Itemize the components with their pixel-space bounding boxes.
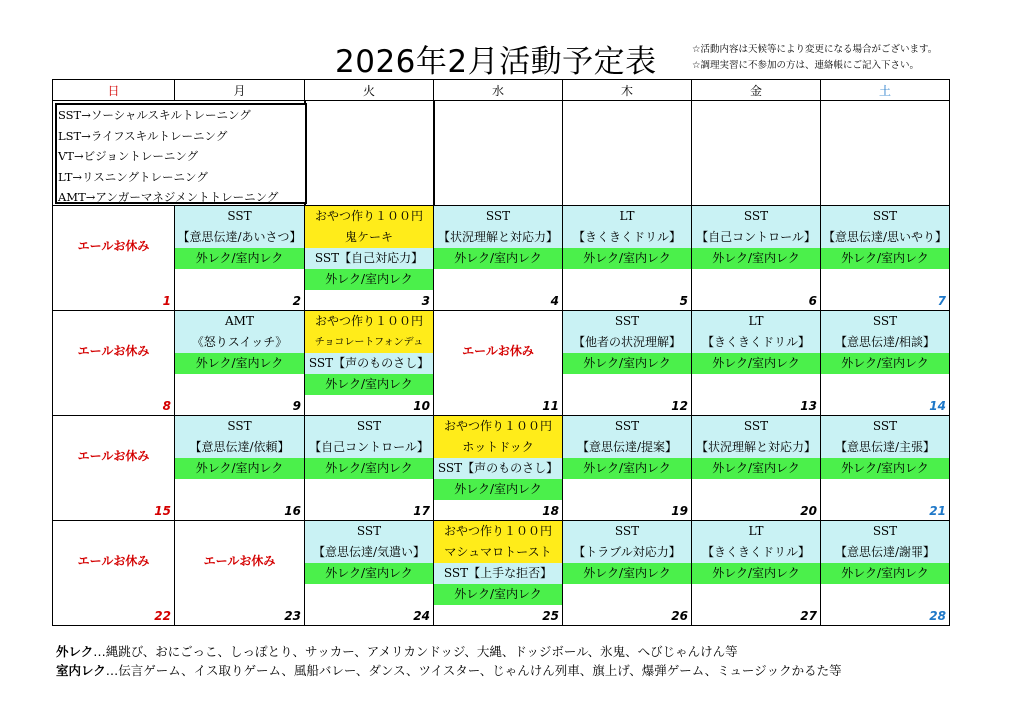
- recreation-label: 外レク/室内レク: [305, 374, 433, 395]
- day-number: 2: [292, 294, 301, 308]
- snack-activity-label: おやつ作り１００円: [434, 521, 562, 542]
- day-number: 23: [284, 609, 301, 623]
- legend-item: AMT→アンガーマネジメントトレーニング: [58, 190, 279, 204]
- legend-cell: [53, 101, 305, 206]
- day-number: 16: [284, 504, 301, 518]
- day-cell: [305, 416, 434, 521]
- activity-label: SST【声のものさし】: [434, 458, 562, 479]
- abbreviation-legend: [55, 103, 307, 204]
- activity-label: SST: [434, 206, 562, 227]
- day-number: 22: [154, 609, 171, 623]
- day-number: 4: [550, 294, 559, 308]
- activity-label: 【意思伝達/主張】: [821, 437, 949, 458]
- day-cell: [175, 416, 305, 521]
- day-number: 1: [162, 294, 171, 308]
- day-cell: [53, 311, 175, 416]
- snack-activity-label: ホットドック: [434, 437, 562, 458]
- day-number: 26: [671, 609, 688, 623]
- weekday-tue: 火: [305, 80, 434, 101]
- closed-day-label: エールお休み: [77, 554, 150, 568]
- activity-label: 【意思伝達/相談】: [821, 332, 949, 353]
- day-cell: [434, 311, 563, 416]
- recreation-label: 外レク/室内レク: [434, 584, 562, 605]
- closed-day-label: エールお休み: [462, 344, 534, 358]
- activity-label: 【きくきくドリル】: [563, 227, 691, 248]
- footer: [56, 642, 842, 680]
- day-cell: [563, 521, 692, 626]
- weekday-fri: 金: [692, 80, 821, 101]
- footer-indoor-label: 室内レク: [56, 663, 106, 678]
- footer-outdoor: [56, 642, 842, 661]
- activity-label: SST: [821, 206, 949, 227]
- activity-label: 【意思伝達/依頼】: [175, 437, 304, 458]
- recreation-label: 外レク/室内レク: [175, 353, 304, 374]
- snack-activity-label: おやつ作り１００円: [434, 416, 562, 437]
- activity-label: 【意思伝達/気遣い】: [305, 542, 433, 563]
- recreation-label: 外レク/室内レク: [692, 248, 820, 269]
- recreation-label: 外レク/室内レク: [821, 458, 949, 479]
- day-cell: [692, 206, 821, 311]
- day-number: 14: [929, 399, 946, 413]
- day-cell: [53, 521, 175, 626]
- legend-row: [53, 101, 950, 206]
- activity-label: SST: [821, 416, 949, 437]
- day-number: 11: [542, 399, 559, 413]
- activity-label: LT: [563, 206, 691, 227]
- recreation-label: 外レク/室内レク: [563, 353, 691, 374]
- day-number: 15: [154, 504, 171, 518]
- week-row: [53, 311, 950, 416]
- activity-label: SST: [305, 521, 433, 542]
- day-cell: [175, 206, 305, 311]
- day-number: 27: [800, 609, 817, 623]
- activity-label: 【自己コントロール】: [692, 227, 820, 248]
- snack-activity-label: 鬼ケーキ: [305, 227, 433, 248]
- legend-item: LT→リスニングトレーニング: [58, 169, 208, 184]
- day-cell: [692, 416, 821, 521]
- day-number: 18: [542, 504, 559, 518]
- recreation-label: 外レク/室内レク: [692, 458, 820, 479]
- activity-label: 【きくきくドリル】: [692, 332, 820, 353]
- day-cell: [563, 311, 692, 416]
- day-cell: [434, 521, 563, 626]
- activity-label: SST【声のものさし】: [305, 353, 433, 374]
- recreation-label: 外レク/室内レク: [305, 563, 433, 584]
- day-number: 13: [800, 399, 817, 413]
- activity-label: SST: [563, 416, 691, 437]
- recreation-label: 外レク/室内レク: [821, 353, 949, 374]
- calendar-table: [52, 79, 950, 626]
- legend-item: SST→ソーシャルスキルトレーニング: [58, 108, 251, 122]
- activity-label: LT: [692, 311, 820, 332]
- notes: [692, 42, 937, 74]
- snack-activity-label: おやつ作り１００円: [305, 311, 433, 332]
- day-cell: [305, 311, 434, 416]
- day-cell: [175, 311, 305, 416]
- footer-indoor: [56, 661, 842, 680]
- weekday-mon: 月: [175, 80, 305, 101]
- day-cell: [53, 416, 175, 521]
- activity-label: AMT: [175, 311, 304, 332]
- day-cell: [821, 416, 950, 521]
- day-number: 9: [292, 399, 301, 413]
- snack-activity-label: おやつ作り１００円: [305, 206, 433, 227]
- empty-cell: [563, 101, 692, 206]
- weekday-thu: 木: [563, 80, 692, 101]
- activity-label: SST: [175, 206, 304, 227]
- footer-indoor-text: …伝言ゲーム、イス取りゲーム、風船バレー、ダンス、ツイスター、じゃんけん列車、旗上げ、爆弾ゲーム、ミュージックかるた等: [105, 663, 842, 678]
- weekday-header-row: [53, 80, 950, 101]
- activity-label: LT: [692, 521, 820, 542]
- footer-outdoor-text: …縄跳び、おにごっこ、しっぽとり、サッカー、アメリカンドッジ、大縄、ドッジボール、氷鬼、へびじゃんけん等: [93, 644, 738, 659]
- activity-label: 《怒りスイッチ》: [175, 332, 304, 353]
- week-row: [53, 206, 950, 311]
- recreation-label: 外レク/室内レク: [563, 248, 691, 269]
- day-cell: [821, 206, 950, 311]
- recreation-label: 外レク/室内レク: [821, 248, 949, 269]
- legend-item: VT→ビジョントレーニング: [58, 149, 199, 163]
- day-number: 19: [671, 504, 688, 518]
- recreation-label: 外レク/室内レク: [692, 353, 820, 374]
- day-cell: [175, 521, 305, 626]
- note-weather: ☆活動内容は天候等により変更になる場合がございます。: [692, 44, 938, 55]
- activity-label: SST: [821, 521, 949, 542]
- activity-label: SST【上手な拒否】: [434, 563, 562, 584]
- empty-cell: [305, 101, 434, 206]
- closed-day-label: エールお休み: [203, 554, 276, 568]
- closed-day-label: エールお休み: [77, 344, 150, 358]
- recreation-label: 外レク/室内レク: [563, 458, 691, 479]
- activity-label: SST: [563, 521, 691, 542]
- snack-activity-label: マシュマロトースト: [434, 542, 562, 563]
- activity-label: 【意思伝達/あいさつ】: [175, 227, 304, 248]
- activity-label: SST: [305, 416, 433, 437]
- week-row: [53, 416, 950, 521]
- weekday-wed: 水: [434, 80, 563, 101]
- day-number: 17: [413, 504, 430, 518]
- day-number: 12: [671, 399, 688, 413]
- note-cooking: ☆調理実習に不参加の方は、連絡帳にご記入下さい。: [692, 60, 920, 71]
- day-number: 7: [937, 294, 946, 308]
- recreation-label: 外レク/室内レク: [434, 479, 562, 500]
- recreation-label: 外レク/室内レク: [434, 248, 562, 269]
- empty-cell: [692, 101, 821, 206]
- activity-label: 【トラブル対応力】: [563, 542, 691, 563]
- day-number: 25: [542, 609, 559, 623]
- activity-label: 【きくきくドリル】: [692, 542, 820, 563]
- recreation-label: 外レク/室内レク: [305, 458, 433, 479]
- recreation-label: 外レク/室内レク: [563, 563, 691, 584]
- weekday-sun: 日: [53, 80, 175, 101]
- activity-label: SST: [821, 311, 949, 332]
- day-number: 28: [929, 609, 946, 623]
- day-cell: [821, 521, 950, 626]
- day-number: 5: [679, 294, 688, 308]
- closed-day-label: エールお休み: [77, 449, 150, 463]
- day-cell: [692, 521, 821, 626]
- activity-label: 【状況理解と対応力】: [692, 437, 820, 458]
- legend-item: LST→ライフスキルトレーニング: [58, 128, 228, 143]
- activity-label: 【他者の状況理解】: [563, 332, 691, 353]
- day-number: 8: [162, 399, 171, 413]
- activity-label: SST: [692, 416, 820, 437]
- day-cell: [563, 206, 692, 311]
- empty-cell: [821, 101, 950, 206]
- day-number: 20: [800, 504, 817, 518]
- week-row: [53, 521, 950, 626]
- day-cell: [563, 416, 692, 521]
- day-number: 10: [413, 399, 430, 413]
- activity-label: 【意思伝達/思いやり】: [821, 227, 949, 248]
- recreation-label: 外レク/室内レク: [692, 563, 820, 584]
- weekday-sat: 土: [821, 80, 950, 101]
- page-title: 2026年2月活動予定表: [335, 44, 657, 80]
- day-cell: [305, 206, 434, 311]
- day-number: 24: [413, 609, 430, 623]
- activity-label: 【自己コントロール】: [305, 437, 433, 458]
- recreation-label: 外レク/室内レク: [175, 248, 304, 269]
- empty-cell: [434, 101, 563, 206]
- activity-label: SST: [563, 311, 691, 332]
- activity-label: 【意思伝達/提案】: [563, 437, 691, 458]
- day-cell: [434, 416, 563, 521]
- day-number: 21: [929, 504, 946, 518]
- day-cell: [434, 206, 563, 311]
- closed-day-label: エールお休み: [77, 239, 150, 253]
- day-number: 6: [808, 294, 817, 308]
- recreation-label: 外レク/室内レク: [305, 269, 433, 290]
- activity-label: 【状況理解と対応力】: [434, 227, 562, 248]
- activity-label: SST: [175, 416, 304, 437]
- day-cell: [305, 521, 434, 626]
- day-number: 3: [421, 294, 430, 308]
- day-cell: [53, 206, 175, 311]
- snack-activity-label: チョコレートフォンデュ: [305, 332, 433, 353]
- recreation-label: 外レク/室内レク: [175, 458, 304, 479]
- day-cell: [692, 311, 821, 416]
- footer-outdoor-label: 外レク: [56, 644, 94, 659]
- day-cell: [821, 311, 950, 416]
- activity-label: SST【自己対応力】: [305, 248, 433, 269]
- activity-label: SST: [692, 206, 820, 227]
- recreation-label: 外レク/室内レク: [821, 563, 949, 584]
- activity-label: 【意思伝達/謝罪】: [821, 542, 949, 563]
